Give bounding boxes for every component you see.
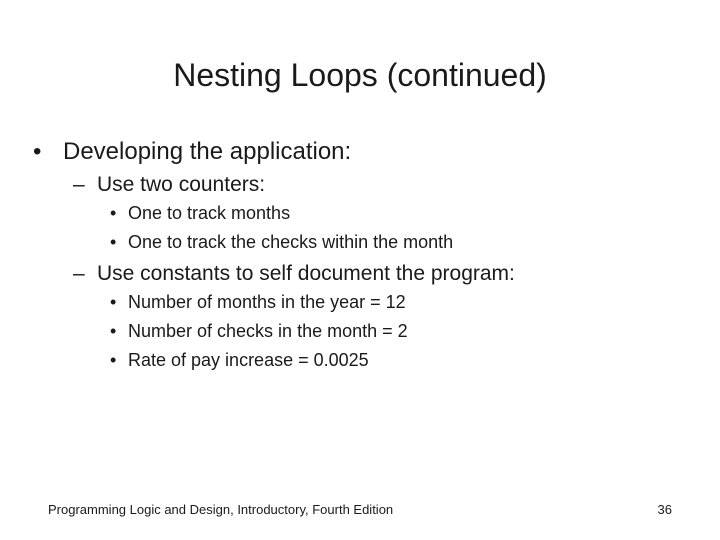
bullet-level2-icon: –	[73, 262, 85, 285]
bullet-level3-text: One to track the checks within the month	[128, 232, 454, 252]
footer-text: Programming Logic and Design, Introductory, Fourth Edition	[48, 502, 394, 517]
page-number: 36	[657, 502, 672, 517]
slide-title: Nesting Loops (continued)	[173, 57, 547, 93]
bullet-level3-text: One to track months	[128, 203, 291, 223]
bullet-level2-text: Use constants to self document the program:	[97, 262, 515, 285]
bullet-level3-icon: •	[110, 232, 117, 252]
bullet-level2-text: Use two counters:	[97, 173, 266, 196]
bullet-level3-icon: •	[110, 203, 117, 223]
bullet-level1-text: Developing the application:	[63, 138, 352, 165]
bullet-level3-icon: •	[110, 292, 117, 312]
bullet-level3-text: Number of months in the year = 12	[128, 292, 406, 312]
bullet-level2-icon: –	[73, 173, 85, 196]
bullet-level1-icon: •	[33, 138, 42, 165]
bullet-level3-text: Rate of pay increase = 0.0025	[128, 350, 369, 370]
bullet-level3-icon: •	[110, 321, 117, 341]
bullet-level3-icon: •	[110, 350, 117, 370]
bullet-level3-text: Number of checks in the month = 2	[128, 321, 408, 341]
